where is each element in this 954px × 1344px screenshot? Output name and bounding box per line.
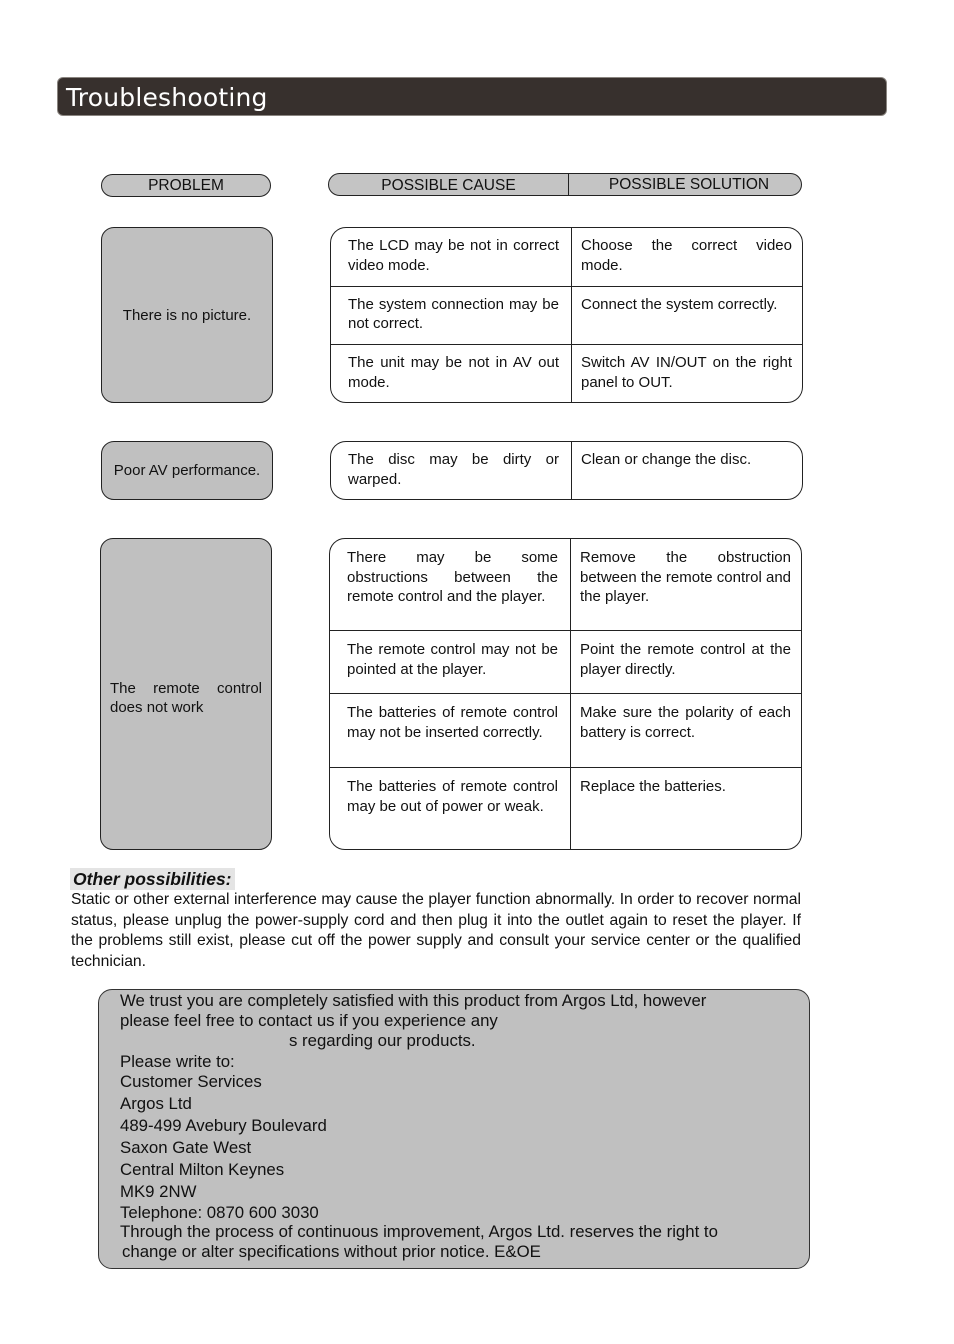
contact-line: Central Milton Keynes <box>120 1160 285 1179</box>
table-row <box>331 228 802 287</box>
page-title: Troubleshooting <box>57 77 887 116</box>
solution-cell: Switch AV IN/OUT on the right panel to OUT. <box>581 354 792 391</box>
contact-line: s regarding our products. <box>289 1031 476 1050</box>
contact-info-box <box>98 989 810 1269</box>
solution-cell: Connect the system correctly. <box>581 295 778 313</box>
problem-column-header: PROBLEM <box>101 174 271 197</box>
cause-solution-header <box>328 173 802 196</box>
table-row <box>331 345 802 403</box>
cause-cell: The system connection may be not correct. <box>331 287 572 345</box>
table-row <box>330 768 801 849</box>
table-row <box>331 442 802 499</box>
contact-line: MK9 2NW <box>120 1182 197 1201</box>
cause-cell: The disc may be dirty or warped. <box>331 442 572 499</box>
problem-no-picture <box>101 227 273 403</box>
solutions-table-poor-av <box>330 441 803 500</box>
contact-line: change or alter specifications without prior notice. E&OE <box>122 1242 541 1261</box>
problem-label: The remote control does not work <box>110 680 262 716</box>
table-row <box>331 287 802 346</box>
table-row <box>330 539 801 631</box>
problem-remote-not-working <box>100 538 272 850</box>
contact-line: Customer Services <box>120 1072 262 1091</box>
solutions-table-remote <box>329 538 802 850</box>
problem-label: There is no picture. <box>122 306 252 324</box>
cause-cell: The batteries of remote control may be out of power or weak. <box>330 768 571 849</box>
cause-cell: The remote control may not be pointed at the player. <box>330 631 571 693</box>
table-row <box>330 631 801 694</box>
cause-cell: The batteries of remote control may not be inserted correctly. <box>330 694 571 767</box>
solution-cell: Replace the batteries. <box>580 778 726 795</box>
solution-cell: Clean or change the disc. <box>581 451 752 468</box>
contact-line: We trust you are completely satisfied with this product from Argos Ltd, however <box>120 991 707 1010</box>
contact-line: Please write to: <box>120 1052 235 1071</box>
contact-line: Through the process of continuous improvement, Argos Ltd. reserves the right to <box>120 1222 718 1241</box>
cause-cell: The unit may be not in AV out mode. <box>331 345 572 403</box>
cause-cell: There may be some obstructions between the remote control and the player. <box>330 539 571 630</box>
contact-line: Argos Ltd <box>120 1094 192 1113</box>
cause-column-header: POSSIBLE CAUSE <box>329 174 569 195</box>
other-possibilities-heading: Other possibilities: <box>70 868 235 890</box>
solutions-table-no-picture <box>330 227 803 403</box>
solution-column-header: POSSIBLE SOLUTION <box>608 176 770 193</box>
contact-line: Telephone: 0870 600 3030 <box>120 1203 319 1222</box>
contact-line: please feel free to contact us if you experience any <box>120 1011 498 1030</box>
solution-cell: Remove the obstruction between the remote control and the player. <box>580 549 791 605</box>
solution-cell: Choose the correct video mode. <box>581 237 792 274</box>
cause-cell: The LCD may be not in correct video mode. <box>331 228 572 286</box>
contact-line: Saxon Gate West <box>120 1138 252 1157</box>
problem-label: Poor AV performance. <box>113 462 261 479</box>
solution-cell: Point the remote control at the player directly. <box>580 641 791 678</box>
solution-cell: Make sure the polarity of each battery is correct. <box>580 704 791 741</box>
other-possibilities-body: Static or other external interference may cause the player function abnormally. In order to recover normal status, please unplug the power-supply cord and then plug it into the outlet again to reset the player. If the problems still exist, please cut off the power supply and consult your service center or the qualified technician. <box>71 891 801 971</box>
contact-line: 489-499 Avebury Boulevard <box>120 1116 327 1135</box>
table-row <box>330 694 801 768</box>
problem-poor-av <box>101 441 273 500</box>
